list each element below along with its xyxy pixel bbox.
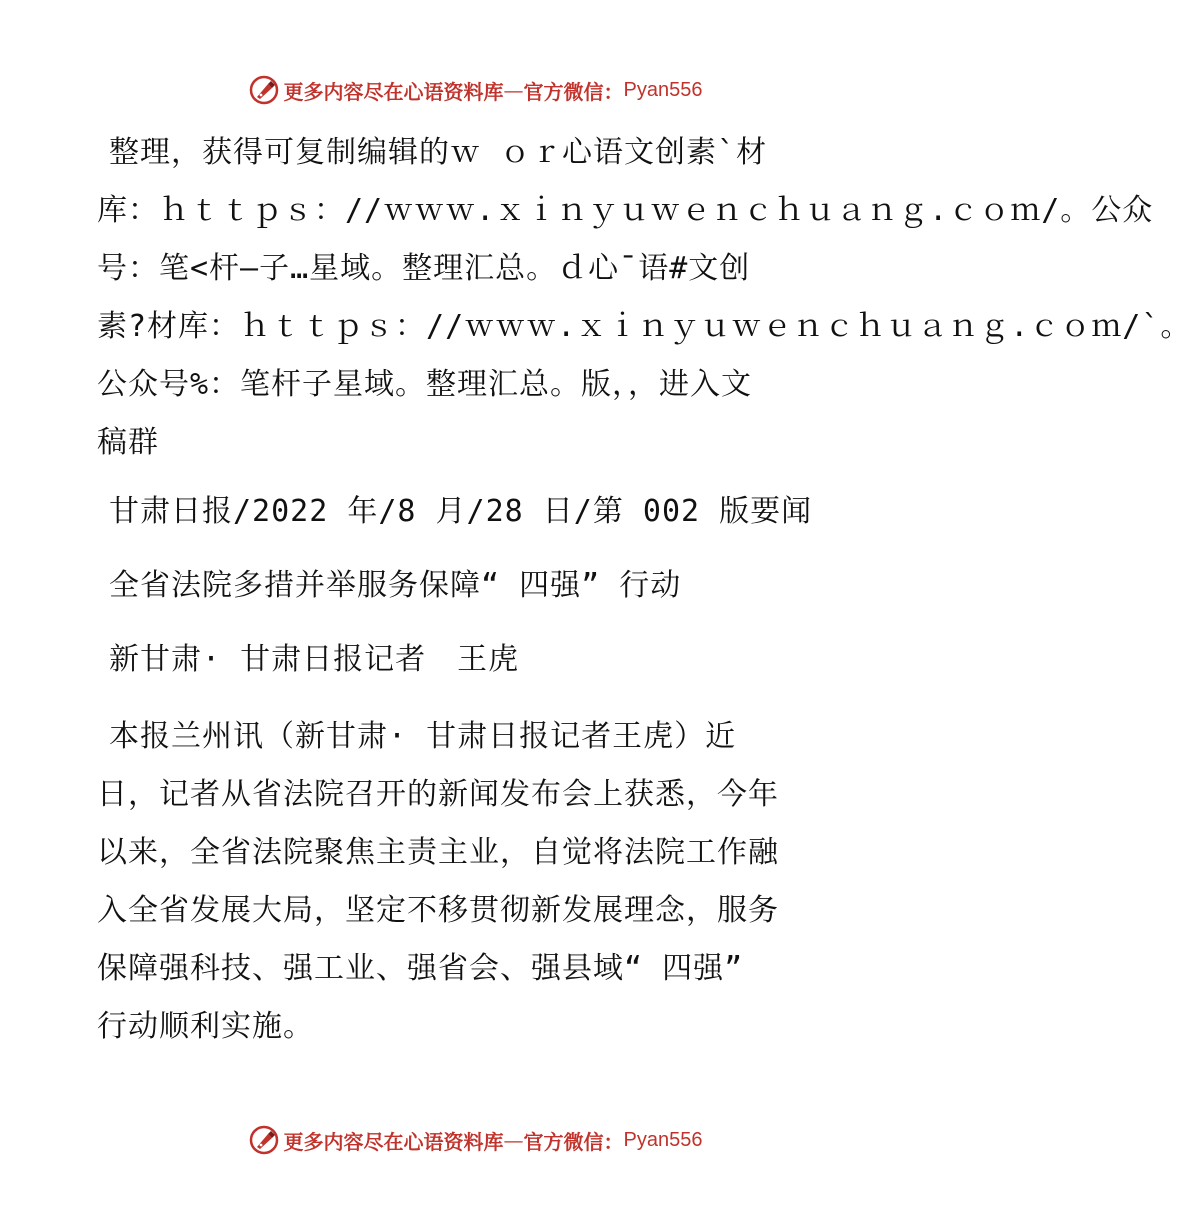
intro-line: 号：笔<杆—子…星域。整理汇总。ｄ心¯语#文创 [97, 251, 751, 286]
body-line: 以来，全省法院聚焦主责主业，自觉将法院工作融 [97, 835, 779, 870]
fountain-pen-logo-icon [248, 74, 280, 106]
article-byline: 新甘肃· 甘肃日报记者 王虎 [109, 642, 520, 677]
header-banner [0, 70, 950, 110]
banner-wechat-label: 官方微信： [523, 1129, 624, 1154]
article-headline: 全省法院多措并举服务保障“ 四强” 行动 [109, 568, 682, 603]
article-body [97, 708, 857, 1056]
body-line: 保障强科技、强工业、强省会、强县域“ 四强” [97, 951, 744, 986]
body-line: 入全省发展大局，坚定不移贯彻新发展理念，服务 [97, 893, 779, 928]
banner-separator: — [503, 1128, 524, 1152]
body-line: 本报兰州讯（新甘肃· 甘肃日报记者王虎）近 [109, 719, 737, 754]
body-line: 日，记者从省法院召开的新闻发布会上获悉，今年 [97, 777, 779, 812]
fountain-pen-logo-icon [248, 1124, 280, 1156]
intro-line: 稿群 [97, 425, 159, 460]
banner-main-text: 更多内容尽在心语资料库 [283, 1129, 504, 1154]
article-source: 甘肃日报/2022 年/8 月/28 日/第 002 版要闻 [109, 494, 813, 529]
intro-paragraph [97, 124, 1191, 472]
banner-wechat-label: 官方微信： [523, 79, 624, 104]
intro-line: 公众号%：笔杆子星域。整理汇总。版，，进入文 [97, 367, 753, 402]
intro-line: 整理，获得可复制编辑的ｗ ｏｒ心语文创素`材 [109, 135, 768, 170]
body-line: 行动顺利实施。 [97, 1009, 314, 1044]
intro-line: 素?材库：ｈｔｔｐｓ：//ｗｗｗ.ｘｉｎｙｕｗｅｎｃｈｕａｎｇ.ｃｏｍ/`。 [97, 309, 1191, 344]
intro-line: 库：ｈｔｔｐｓ：//ｗｗｗ.ｘｉｎｙｕｗｅｎｃｈｕａｎｇ.ｃｏｍ/。公众 [97, 193, 1154, 228]
footer-banner [0, 1120, 950, 1160]
banner-separator: — [503, 78, 524, 102]
banner-wechat-id: Pyan556 [623, 78, 703, 101]
banner-main-text: 更多内容尽在心语资料库 [283, 79, 504, 104]
banner-wechat-id: Pyan556 [623, 1128, 703, 1151]
